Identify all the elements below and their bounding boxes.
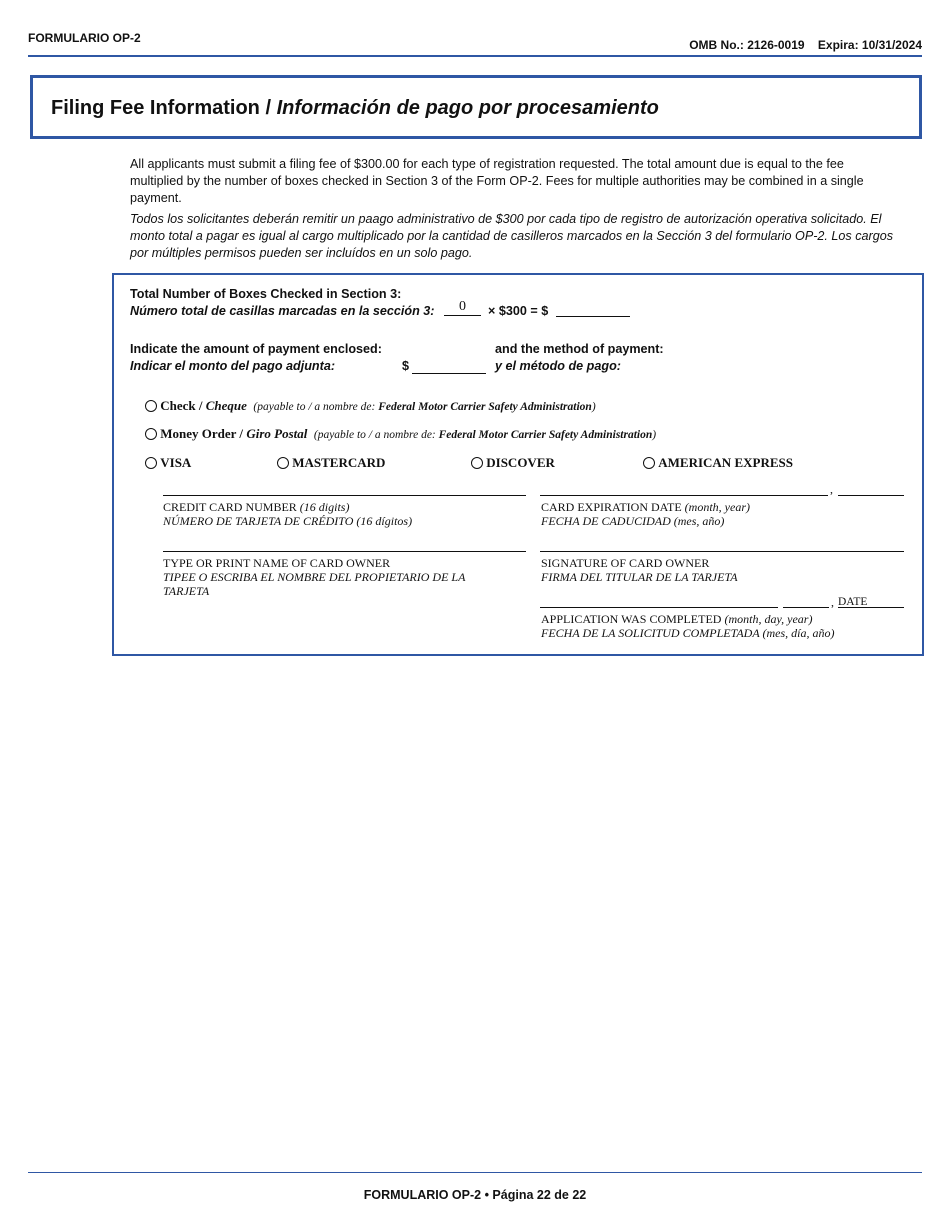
option-discover[interactable]: [471, 455, 555, 471]
date-day-field[interactable]: [783, 607, 829, 608]
amount-label-es: Indicar el monto del pago adjunta:: [130, 359, 336, 373]
amount-field[interactable]: [412, 359, 486, 374]
method-label: [495, 341, 664, 375]
section-title-en: Filing Fee Information /: [51, 97, 277, 119]
money-order-note-c: ): [652, 429, 657, 441]
exp-caption: [541, 500, 750, 528]
check-label-en: Check /: [160, 398, 206, 413]
signature-caption: [541, 556, 738, 584]
discover-label: DISCOVER: [486, 455, 555, 470]
option-amex[interactable]: [643, 455, 793, 471]
form-id: FORMULARIO OP-2: [28, 31, 141, 45]
exp-caption-en: CARD EXPIRATION DATE: [541, 500, 685, 514]
method-label-en: and the method of payment:: [495, 342, 664, 356]
completed-caption: [541, 612, 834, 640]
card-owner-caption: [163, 556, 483, 598]
money-order-note-payee: Federal Motor Carrier Safety Administration: [438, 429, 653, 441]
money-order-radio[interactable]: [145, 428, 157, 440]
footer-divider: [28, 1172, 922, 1173]
exp-caption-es: FECHA DE CADUCIDAD (mes, año): [541, 514, 725, 528]
exp-year-field[interactable]: [838, 495, 904, 496]
exp-month-field[interactable]: [540, 495, 828, 496]
cc-number-caption-en: CREDIT CARD NUMBER: [163, 500, 300, 514]
boxes-label: [130, 286, 434, 320]
exp-comma: ,: [830, 482, 833, 496]
amex-label: AMERICAN EXPRESS: [658, 455, 793, 470]
check-radio[interactable]: [145, 400, 157, 412]
option-visa[interactable]: [145, 455, 191, 471]
amex-radio[interactable]: [643, 457, 655, 469]
method-label-es: y el método de pago:: [495, 359, 621, 373]
check-label-es: Cheque: [205, 398, 247, 413]
card-owner-name-field[interactable]: [163, 551, 526, 552]
payment-box: [112, 273, 924, 656]
omb-info: OMB No.: 2126-0019 Expira: 10/31/2024: [689, 38, 922, 52]
money-order-label-en: Money Order /: [160, 426, 247, 441]
check-note-payee: Federal Motor Carrier Safety Administration: [378, 401, 592, 413]
date-comma: ,: [831, 595, 834, 609]
discover-radio[interactable]: [471, 457, 483, 469]
check-note-c: ): [591, 401, 596, 413]
section-title-box: [30, 75, 922, 139]
option-money-order[interactable]: [145, 426, 656, 442]
signature-field[interactable]: [540, 551, 904, 552]
boxes-label-en: Total Number of Boxes Checked in Section 3:: [130, 287, 402, 301]
money-order-note-a: (payable to / a nombre de:: [313, 429, 439, 441]
completed-caption-en-note: (month, day, year): [724, 612, 813, 626]
amount-label: [130, 341, 382, 375]
signature-caption-es: FIRMA DEL TITULAR DE LA TARJETA: [541, 570, 738, 584]
boxes-multiplier: × $300 = $: [488, 304, 549, 318]
boxes-label-es: Número total de casillas marcadas en la sección 3:: [130, 304, 435, 318]
page-footer: FORMULARIO OP-2 • Página 22 de 22: [363, 1188, 587, 1202]
amount-dollar-sign: $: [402, 359, 410, 373]
mastercard-label: MASTERCARD: [292, 455, 386, 470]
boxes-total-field[interactable]: [556, 302, 630, 317]
card-owner-caption-en: TYPE OR PRINT NAME OF CARD OWNER: [163, 556, 391, 570]
intro-spanish: Todos los solicitantes deberán remitir un paago administrativo de $300 por cada tipo de registro de autorización operativa solicitado. El monto total a pagar es igual al cargo multiplicado por la cantidad de casilleros marcados en la Sección 3 del formulario OP-2. Los cargos por múltiples permisos pueden ser incluídos en un solo pago.: [130, 212, 894, 260]
section-title: [51, 97, 659, 120]
boxes-count-field[interactable]: 0: [444, 299, 481, 316]
mastercard-radio[interactable]: [277, 457, 289, 469]
option-mastercard[interactable]: [277, 455, 385, 471]
amount-label-en: Indicate the amount of payment enclosed:: [130, 342, 382, 356]
card-owner-caption-es: TIPEE O ESCRIBA EL NOMBRE DEL PROPIETARIO DE LA TARJETA: [163, 570, 466, 598]
visa-radio[interactable]: [145, 457, 157, 469]
cc-number-caption-es: NÚMERO DE TARJETA DE CRÉDITO (16 dígitos): [163, 514, 413, 528]
check-note-a: (payable to / a nombre de:: [253, 401, 379, 413]
cc-number-caption-en-note: (16 digits): [299, 500, 350, 514]
completed-caption-en: APPLICATION WAS COMPLETED: [541, 612, 725, 626]
money-order-label-es: Giro Postal: [246, 426, 308, 441]
section-title-es: Información de pago por procesamiento: [276, 97, 659, 119]
intro-english: All applicants must submit a filing fee of $300.00 for each type of registration requested. The total amount due is equal to the fee multiplied by the number of boxes checked in Section 3 of the Form OP-2. Fees for multiple authorities may be combined in a single payment.: [130, 157, 864, 205]
cc-number-field[interactable]: [163, 495, 526, 496]
option-check[interactable]: [145, 398, 596, 414]
date-word: DATE: [838, 596, 868, 608]
date-month-day-field[interactable]: [540, 607, 778, 608]
visa-label: VISA: [160, 455, 192, 470]
cc-number-caption: [163, 500, 412, 528]
completed-caption-es: FECHA DE LA SOLICITUD COMPLETADA (mes, día, año): [541, 626, 835, 640]
signature-caption-en: SIGNATURE OF CARD OWNER: [541, 556, 710, 570]
exp-caption-en-note: (month, year): [684, 500, 750, 514]
header-divider: [28, 55, 922, 57]
